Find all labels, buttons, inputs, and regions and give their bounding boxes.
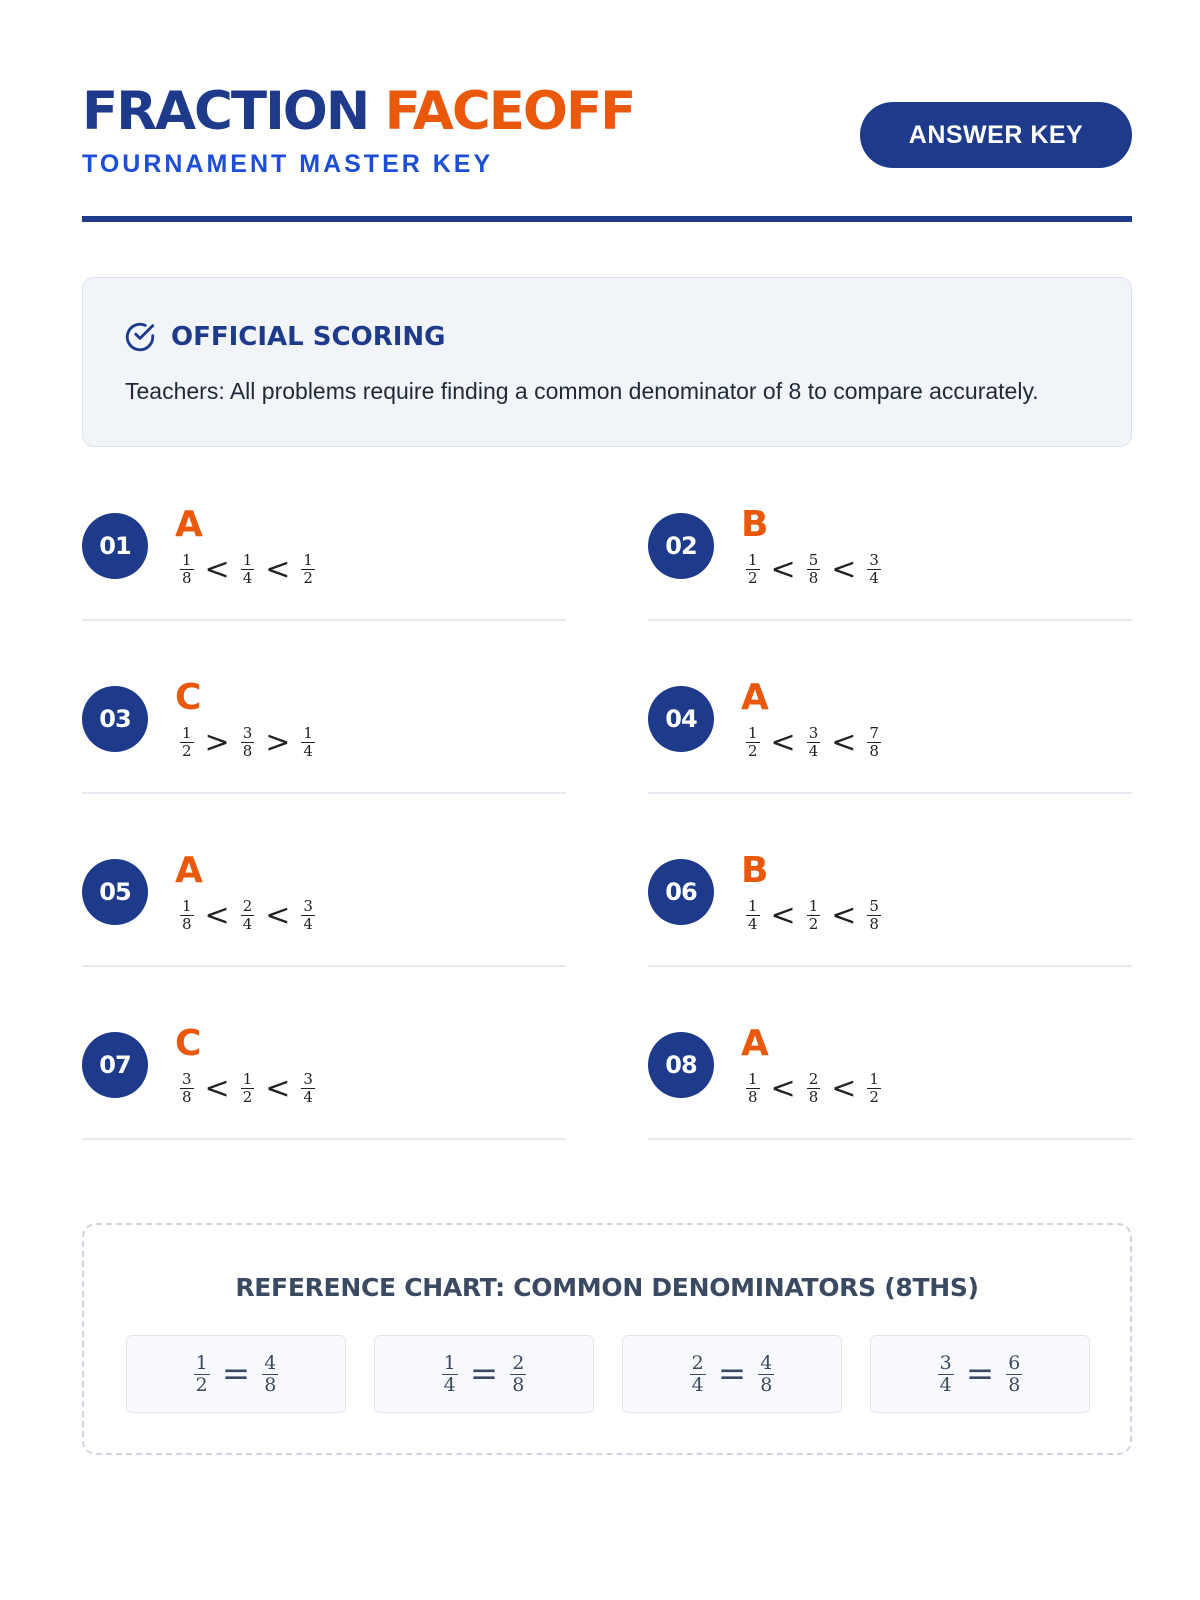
fraction-denominator: 8 [182,915,192,933]
fraction-denominator: 4 [869,569,879,587]
comparison-operator: < [265,551,291,587]
fraction-denominator: 2 [748,742,758,760]
header-divider [82,216,1132,222]
fraction-numerator: 1 [748,551,758,569]
fraction [744,899,762,932]
title-part-faceoff: FACEOFF [384,81,635,142]
fraction-numerator: 1 [242,1070,253,1088]
answer-item [82,504,566,621]
fraction-denominator: 8 [808,569,819,587]
question-number-badge: 02 [648,513,714,579]
official-scoring-panel [82,277,1132,447]
fraction [805,553,823,586]
answer-letter: A [741,677,769,718]
fraction-denominator: 8 [869,915,879,933]
comparison-operator: < [831,1070,857,1106]
fraction-denominator: 8 [264,1373,277,1396]
fraction-numerator: 3 [869,551,879,569]
question-number-badge: 03 [82,686,148,752]
fraction-denominator: 2 [303,569,313,587]
fraction [805,726,823,759]
reference-cells [126,1335,1090,1413]
answer-letter: C [175,1023,202,1064]
fraction-numerator: 2 [808,1070,819,1088]
question-number-badge: 08 [648,1032,714,1098]
answer-item [648,504,1132,621]
fraction [865,553,883,586]
fraction-denominator: 8 [242,742,253,760]
fraction [260,1351,280,1396]
fraction [1004,1351,1024,1396]
reference-chart [82,1223,1132,1455]
fraction-denominator: 8 [760,1373,773,1396]
fraction [299,553,317,586]
fraction [865,899,883,932]
fraction [239,1072,257,1105]
comparison-operator: > [204,724,230,760]
question-number-badge: 05 [82,859,148,925]
fraction-numerator: 6 [1008,1351,1021,1374]
fraction [865,726,883,759]
comparison-operator: < [831,724,857,760]
question-number-badge: 01 [82,513,148,579]
answer-letter: A [175,504,203,545]
reference-cell [870,1335,1090,1413]
answer-expression [744,726,883,759]
answer-letter: A [175,850,203,891]
fraction [239,726,257,759]
fraction-numerator: 4 [760,1351,773,1374]
answer-item [82,1023,566,1140]
fraction-denominator: 4 [242,915,253,933]
fraction [744,553,762,586]
fraction-numerator: 7 [869,724,879,742]
fraction-numerator: 1 [443,1351,456,1374]
fraction [239,553,257,586]
answer-expression [744,553,883,586]
answer-item [82,677,566,794]
fraction-numerator: 1 [748,897,758,915]
comparison-operator: < [204,1070,230,1106]
fraction-numerator: 3 [182,1070,192,1088]
answer-expression [178,553,317,586]
fraction-denominator: 8 [182,569,192,587]
header [82,82,1132,222]
fraction [299,726,317,759]
fraction [440,1351,460,1396]
comparison-operator: < [770,724,796,760]
fraction [178,553,196,586]
comparison-operator: = [469,1354,499,1394]
question-number-badge: 06 [648,859,714,925]
page-subtitle: TOURNAMENT MASTER KEY [82,150,494,178]
check-circle-icon [123,320,157,354]
answer-letter: B [741,850,769,891]
fraction [178,899,196,932]
fraction [508,1351,528,1396]
fraction-numerator: 1 [748,1070,758,1088]
fraction [805,1072,823,1105]
fraction-numerator: 4 [264,1351,277,1374]
fraction-denominator: 2 [242,1088,253,1106]
title-part-fraction: FRACTION [82,81,369,142]
fraction [688,1351,708,1396]
fraction-denominator: 4 [303,1088,313,1106]
comparison-operator: > [265,724,291,760]
fraction-numerator: 1 [182,551,192,569]
comparison-operator: < [770,897,796,933]
fraction-denominator: 2 [808,915,819,933]
comparison-operator: < [204,897,230,933]
fraction [865,1072,883,1105]
fraction-numerator: 1 [182,897,192,915]
fraction [805,899,823,932]
reference-chart-title: REFERENCE CHART: COMMON DENOMINATORS (8THS) [235,1273,979,1302]
answer-letter: B [741,504,769,545]
fraction-numerator: 3 [303,897,313,915]
fraction-denominator: 2 [182,742,192,760]
fraction-numerator: 2 [512,1351,525,1374]
answer-item [648,677,1132,794]
comparison-operator: < [831,897,857,933]
fraction [936,1351,956,1396]
comparison-operator: < [831,551,857,587]
fraction-denominator: 8 [182,1088,192,1106]
fraction-denominator: 2 [869,1088,879,1106]
answer-letter: C [175,677,202,718]
fraction-denominator: 4 [443,1373,456,1396]
comparison-operator: < [265,1070,291,1106]
fraction-numerator: 1 [808,897,819,915]
question-number-badge: 04 [648,686,714,752]
fraction-numerator: 3 [808,724,819,742]
reference-cell [622,1335,842,1413]
fraction-numerator: 5 [808,551,819,569]
answer-expression [744,1072,883,1105]
fraction-denominator: 4 [303,915,313,933]
answer-item [648,1023,1132,1140]
fraction-denominator: 4 [242,569,253,587]
fraction-denominator: 8 [1008,1373,1021,1396]
fraction [239,899,257,932]
comparison-operator: < [770,551,796,587]
scoring-title: OFFICIAL SCORING [171,322,446,352]
answer-expression [178,899,317,932]
comparison-operator: = [717,1354,747,1394]
answer-item [82,850,566,967]
fraction-numerator: 1 [242,551,253,569]
answer-expression [178,1072,317,1105]
comparison-operator: < [204,551,230,587]
fraction-denominator: 8 [869,742,879,760]
fraction-denominator: 4 [691,1373,704,1396]
fraction-numerator: 3 [303,1070,313,1088]
fraction [299,899,317,932]
fraction-denominator: 8 [808,1088,819,1106]
fraction-numerator: 1 [748,724,758,742]
comparison-operator: < [770,1070,796,1106]
fraction-numerator: 2 [242,897,253,915]
fraction [744,726,762,759]
fraction-denominator: 2 [748,569,758,587]
fraction [192,1351,212,1396]
fraction-denominator: 4 [939,1373,952,1396]
fraction-numerator: 3 [939,1351,952,1374]
scoring-heading [123,320,446,354]
comparison-operator: = [221,1354,251,1394]
fraction-denominator: 8 [748,1088,758,1106]
answer-expression [744,899,883,932]
fraction-numerator: 1 [869,1070,879,1088]
question-number-badge: 07 [82,1032,148,1098]
fraction-numerator: 3 [242,724,253,742]
answer-item [648,850,1132,967]
fraction-numerator: 1 [182,724,192,742]
scoring-instructions: Teachers: All problems require finding a common denominator of 8 to compare accurately. [125,378,1039,404]
fraction [178,1072,196,1105]
fraction-denominator: 8 [512,1373,525,1396]
fraction-denominator: 4 [748,915,758,933]
answer-key-badge: ANSWER KEY [860,102,1132,168]
fraction-numerator: 1 [303,551,313,569]
answer-letter: A [741,1023,769,1064]
fraction-denominator: 2 [195,1373,208,1396]
fraction-numerator: 2 [691,1351,704,1374]
fraction-numerator: 1 [303,724,313,742]
fraction [744,1072,762,1105]
fraction-numerator: 5 [869,897,879,915]
fraction [299,1072,317,1105]
fraction [178,726,196,759]
fraction-denominator: 4 [303,742,313,760]
comparison-operator: = [965,1354,995,1394]
fraction [756,1351,776,1396]
reference-cell [126,1335,346,1413]
fraction-denominator: 4 [808,742,819,760]
answer-expression [178,726,317,759]
comparison-operator: < [265,897,291,933]
reference-cell [374,1335,594,1413]
fraction-numerator: 1 [195,1351,208,1374]
